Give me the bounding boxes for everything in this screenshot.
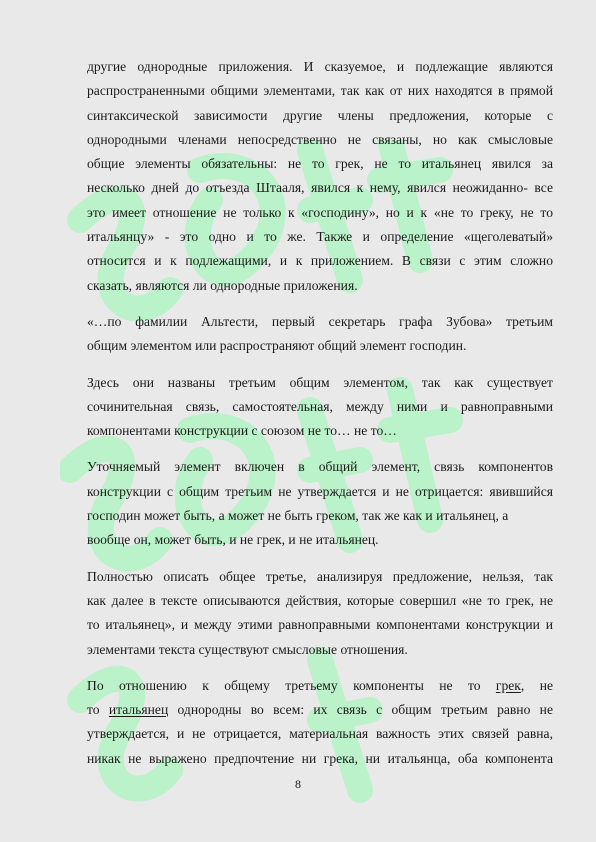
text-line: итальянцу» - это одно и то же. Также и определение «щеголеватый» bbox=[87, 229, 553, 245]
text-line: другие однородные приложения. И сказуемое, и подлежащие являются bbox=[87, 59, 553, 74]
text-line: однородными членами непосредственно не связаны, но как смысловые bbox=[87, 131, 553, 147]
text-line: то итальянец», и между этими равноправными компонентами конструкции и bbox=[87, 617, 553, 633]
text-span: то bbox=[87, 702, 109, 718]
paragraph-gap bbox=[87, 662, 553, 674]
text-line: как далее в тексте описываются действия, которые совершил «не то грек, не bbox=[87, 592, 553, 608]
text-line: это имеет отношение не только к «господину», но и к «не то греку, не то bbox=[87, 204, 553, 220]
paragraph-gap bbox=[87, 553, 553, 565]
text-line: общим элементом или распространяют общий элемент господин. bbox=[87, 338, 467, 354]
text-line bbox=[87, 698, 553, 722]
page-number: 8 bbox=[295, 777, 301, 791]
text-line: относится и к подлежащими, и к приложением. В связи с этим сложно bbox=[87, 253, 553, 269]
text-line: никак не выражено предпочтение ни грека, ни итальянца, оба компонента bbox=[87, 750, 553, 766]
text-line: Полностью описать общее третье, анализируя предложение, нельзя, так bbox=[87, 568, 553, 584]
text-line: Уточняемый элемент включен в общий элемент, связь компонентов bbox=[87, 459, 553, 475]
paragraph bbox=[87, 55, 553, 298]
text-line: общие элементы обязательны: не то грек, не то итальянец явился за bbox=[87, 156, 553, 172]
paragraph bbox=[87, 455, 553, 552]
paragraph bbox=[87, 674, 553, 771]
paragraph bbox=[87, 371, 553, 444]
text-line: утверждается, и не отрицается, материальная важность этих связей равна, bbox=[87, 726, 553, 742]
text-line: Здесь они названы третьим общим элементом, так как существует bbox=[87, 374, 553, 390]
text-line: синтаксической зависимости другие члены предложения, которые с bbox=[87, 107, 553, 123]
text-span: , не bbox=[520, 677, 553, 693]
text-line: господин может быть, а может не быть греком, так же как и итальянец, а bbox=[87, 508, 509, 524]
body-text bbox=[87, 55, 553, 771]
paragraph-gap bbox=[87, 443, 553, 455]
text-span: однородны во всем: их связь с общим третьим равно не bbox=[168, 702, 553, 718]
text-line: распространенными общими элементами, так как от них находятся в прямой bbox=[87, 83, 553, 99]
text-line bbox=[87, 674, 553, 698]
paragraph bbox=[87, 565, 553, 662]
underlined-word: грек bbox=[495, 677, 521, 693]
text-line: компонентами конструкции с союзом не то… не то… bbox=[87, 423, 397, 439]
text-span: По отношению к общему третьему компоненты не то bbox=[87, 677, 496, 693]
text-line: элементами текста существуют смысловые отношения. bbox=[87, 641, 408, 657]
paragraph-gap bbox=[87, 359, 553, 371]
text-line: конструкции с общим третьим не утверждается и не отрицается: явившийся bbox=[87, 483, 553, 499]
underlined-word: итальянец bbox=[108, 702, 169, 718]
text-line: вообще он, может быть, и не грек, и не итальянец. bbox=[87, 532, 379, 548]
text-line: «…по фамилии Альтести, первый секретарь графа Зубова» третьим bbox=[87, 313, 553, 329]
text-line: сочинительная связь, самостоятельная, между ними и равноправными bbox=[87, 398, 553, 414]
paragraph-gap bbox=[87, 298, 553, 310]
paragraph bbox=[87, 310, 553, 359]
text-line: сказать, являются ли однородные приложения. bbox=[87, 277, 358, 293]
text-line: несколько дней до отъезда Штааля, явился к нему, явился неожиданно- все bbox=[87, 180, 553, 196]
